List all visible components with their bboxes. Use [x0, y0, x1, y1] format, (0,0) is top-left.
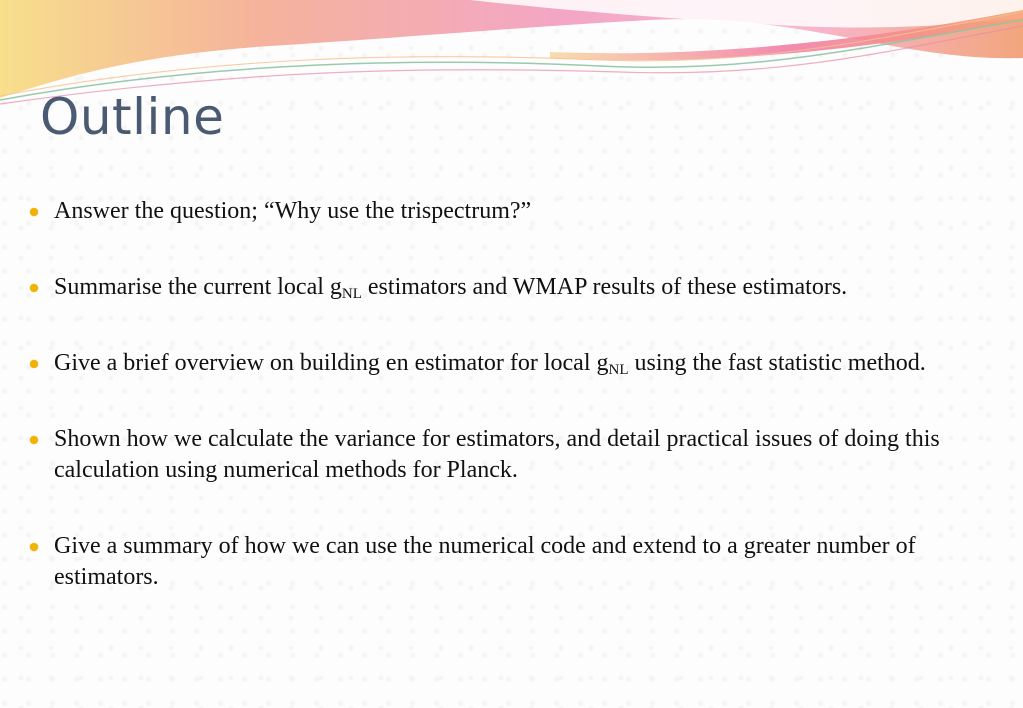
outline-item-3-suffix: using the fast statistic method. — [628, 350, 926, 376]
outline-item-3-subscript: NL — [608, 362, 629, 378]
outline-item-4-text: Shown how we calculate the variance for estimators, and detail practical issues of doing this calculation using numerical methods for Planck. — [54, 426, 940, 483]
outline-item-1 — [30, 196, 990, 227]
outline-item-5 — [30, 531, 990, 593]
bullet-dot-icon — [30, 284, 38, 292]
bullet-dot-icon — [30, 543, 38, 551]
outline-item-5-text: Give a summary of how we can use the numerical code and extend to a greater number of estimators. — [54, 533, 916, 590]
slide-title: Outline — [40, 88, 225, 146]
outline-item-3-prefix: Give a brief overview on building en estimator for local g — [54, 350, 609, 376]
outline-item-2 — [30, 272, 990, 303]
bullet-dot-icon — [30, 208, 38, 216]
outline-item-2-prefix: Summarise the current local g — [54, 274, 342, 300]
bullet-dot-icon — [30, 360, 38, 368]
outline-item-1-text: Answer the question; “Why use the trispectrum?” — [54, 198, 532, 224]
outline-item-3 — [30, 348, 990, 379]
outline-item-4 — [30, 424, 990, 486]
bullet-dot-icon — [30, 436, 38, 444]
outline-item-2-suffix: estimators and WMAP results of these estimators. — [361, 274, 848, 300]
outline-list — [30, 196, 990, 593]
outline-item-2-subscript: NL — [341, 286, 362, 302]
